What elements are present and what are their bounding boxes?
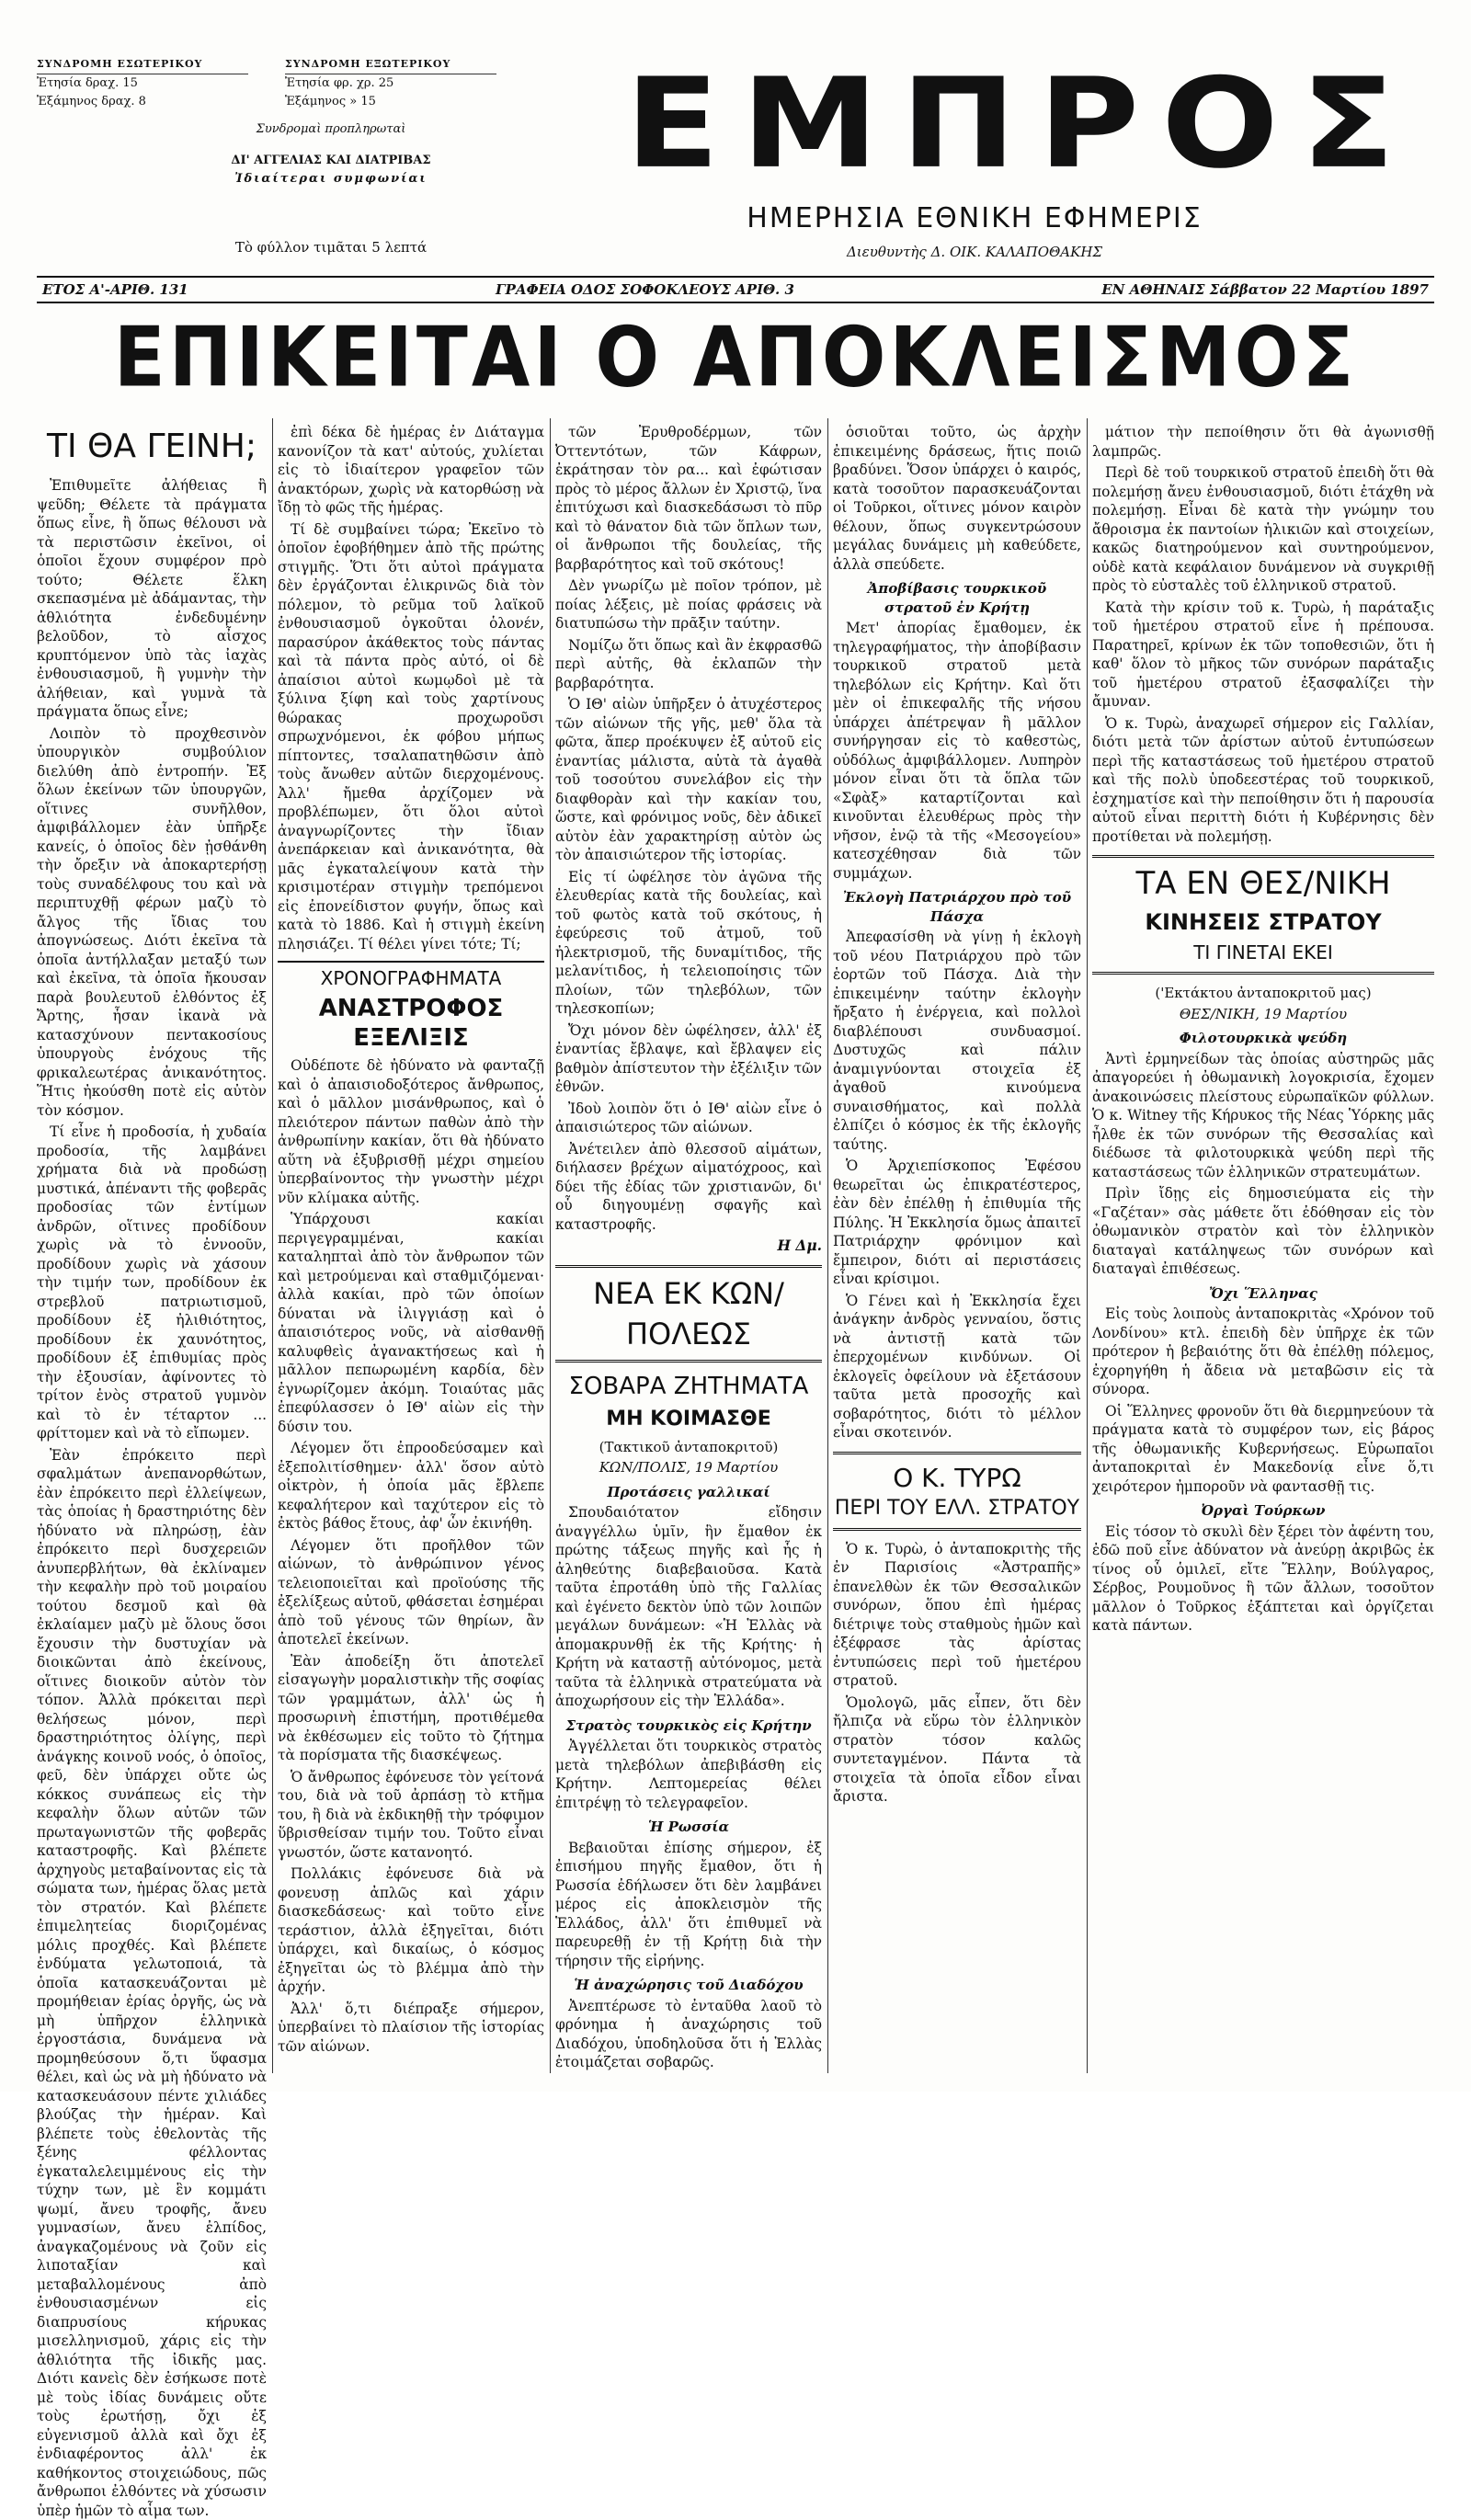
paragraph: Οὐδέποτε δὲ ἠδύνατο νὰ φανταζῇ καὶ ὁ ἀπαισιοδοξότερος ἄνθρωπος, καὶ ὁ μᾶλλον μισάνθρωπος, καὶ ὁ πλειότερον πάντων παθὼν ἀπὸ τὴν ἀνθρωπίνην κακίαν, ὅτι θὰ ἠδύνατο αὕτη νὰ ἐξυβρισθῇ μέχρι σημείου ὑπερβαίνοντος τὴν γνωστὴν μέχρι νῦν κλίμακα αὐτῆς. <box>278 1056 544 1207</box>
prepaid-note: Συνδρομαὶ προπληρωταὶ <box>37 120 625 139</box>
director-line: Διευθυντὴς Δ. ΟΙΚ. ΚΑΛΑΠΟΘΑΚΗΣ <box>644 244 1306 260</box>
agreements-note: Ἰδιαίτεραι συμφωνίαι <box>37 170 625 188</box>
article-subtitle-sovara-zitimata: ΣΟΒΑΡΑ ΖΗΤΗΜΑΤΑ <box>555 1372 822 1401</box>
paragraph: Ὁ κ. Τυρὼ, ἀναχωρεῖ σήμερον εἰς Γαλλίαν, διότι μετὰ τῶν ἀρίστων αὐτοῦ ἐντυπώσεων περὶ τῆς καταστάσεως τοῦ ἡμετέρου στρατοῦ καὶ τῆς πολὺ ὑποδεεστέρας τοῦ τουρκικοῦ, ἐσχηματίσε καὶ τὴν πεποίθησιν ὅτι ἡ παρουσία αὐτοῦ εἶναι περιττὴ διότι ἡ Κυβέρνησις δὲν προτίθεται νὰ πολεμήσῃ. <box>1092 714 1434 847</box>
subscription-domestic-semiannual: Ἑξάμηνος δραχ. 8 <box>37 93 248 111</box>
column-rule <box>550 418 551 2073</box>
paragraph: Δὲν γνωρίζω μὲ ποῖον τρόπον, μὲ ποίας λέξεις, μὲ ποίας φράσεις νὰ διατυπώσω τὴν πρᾶξιν ταύτην. <box>555 576 822 633</box>
article-title-nea-ek-konpoleos: ΝΕΑ ΕΚ ΚΩΝ/ΠΟΛΕΩΣ <box>555 1273 822 1354</box>
paragraph: Ἀλλ' ὅ,τι διέπραξε σήμερον, ὑπερβαίνει τὸ πλαίσιον τῆς ἱστορίας τῶν αἰώνων. <box>278 2000 544 2057</box>
subheading: Προτάσεις γαλλικαί <box>555 1483 822 1502</box>
column-1 <box>37 423 267 2069</box>
article-title-ti-tha-geini: ΤΙ ΘΑ ΓΕΙΝΗ; <box>37 427 267 467</box>
newspaper-tagline: ΗΜΕΡΗΣΙΑ ΕΘΝΙΚΗ ΕΦΗΜΕΡΙΣ <box>625 202 1324 234</box>
paragraph: Ὑπάρχουσι κακίαι περιγεγραμμέναι, κακίαι καταληπταὶ ἀπὸ τὸν ἄνθρωπον τῶν καὶ μετρούμεναι καὶ σταθμιζόμεναι· ἀλλὰ κακίαι, πρὸ τῶν ὁποίων δύναται νὰ ἰλιγγιάσῃ καὶ ὁ ἀπαισιότερος νοῦς, νὰ αἰσθανθῇ καλυφθεὶς ἀγανακτήσεως καὶ ἡ μᾶλλον πεπωρωμένη καρδία, δὲν ἐγνωρίζομεν ἀκόμη. Τοιαύτας μᾶς ἐπεφύλασσεν ὁ ΙΘ' αἰὼν εἰς τὴν δύσιν του. <box>278 1210 544 1436</box>
correspondent-note: (Τακτικοῦ ἀνταποκριτοῦ) <box>555 1438 822 1457</box>
subheading: Φιλοτουρκικὰ ψεύδη <box>1092 1029 1434 1048</box>
issue-date: ΕΝ ΑΘΗΝΑΙΣ Σάββατον 22 Μαρτίου 1897 <box>1101 281 1429 298</box>
subheading: Ὄχι Ἕλληνας <box>1092 1284 1434 1304</box>
column-rule <box>1087 418 1088 2073</box>
paragraph: Ὁ ἄνθρωπος ἐφόνευσε τὸν γείτονά του, διὰ νὰ τοῦ ἀρπάσῃ τὸ κτῆμα του, ἢ διὰ νὰ ἐκδικηθῇ τὴν τρόφιμον ὕβρισθείσαν τιμήν του. Τοῦτο εἶναι γνωστόν, ὥστε κατανοητό. <box>278 1768 544 1863</box>
paragraph: Ὄχι μόνον δὲν ὠφέλησεν, ἀλλ' ἐξ ἐναντίας ἔβλαψε, καὶ ἔβλαψεν εἰς βαθμὸν ἀπίστευτον τὴν ἐξέλιξιν τῶν ἐθνῶν. <box>555 1021 822 1097</box>
subscription-foreign-title: ΣΥΝΔΡΟΜΗ ΕΞΩΤΕΡΙΚΟΥ <box>285 55 496 74</box>
paragraph: Ἀπεφασίσθη νὰ γίνῃ ἡ ἐκλογὴ τοῦ νέου Πατριάρχου πρὸ τῶν ἑορτῶν τοῦ Πάσχα. Διὰ τὴν ἐπικειμένην ταύτην ἐκλογὴν ἤρξατο ἡ ἐνέργεια, καὶ πολλοὶ διαβλέπουσι συνδυασμοί. Δυστυχῶς καὶ πάλιν ἀναμιγνύονται στοιχεῖα ἐξ ἀγαθοῦ κινούμενα συναισθήματος, καὶ πολλὰ ἐλπίζει ὁ κόσμος ἐκ τῆς ἐκλογῆς ταύτης. <box>833 928 1081 1154</box>
column-5 <box>1092 423 1434 2069</box>
subscription-domestic <box>37 55 248 111</box>
subscription-foreign-annual: Ἐτησία φρ. χρ. 25 <box>285 74 496 93</box>
masthead <box>37 55 1434 276</box>
section-title-chronographimata: ΧΡΟΝΟΓΡΑΦΗΜΑΤΑ <box>278 966 544 990</box>
paragraph: Τί εἶνε ἡ προδοσία, ἡ χυδαία προδοσία, τῆς λαμβάνει χρήματα διὰ νὰ προδώσῃ μυστικά, ἀπέναντι τῆς φοβερᾶς προδοσίας τῶν ἐντίμων ἀνδρῶν, οἵτινες προδίδουν χωρὶς νὰ τὸ ἐννοοῦν, προδίδουν χωρὶς νὰ χάσουν τὴν τιμήν των, προδίδουν ἐκ στρεβλοῦ πατριωτισμοῦ, προδίδουν ἐξ ἠλιθιότητος, προδίδουν ἐκ χαυνότητος, προδίδουν ἐξ ἐπιθυμίας πρὸς τὴν ἐξουσίαν, ἀφίνοντες τὸ τρίτον ἑνὸς στρατοῦ γυμνὸν καὶ τὸ ἐν τέταρτον ... φρίττομεν καὶ νὰ τὸ εἴπωμεν. <box>37 1123 267 1443</box>
paragraph: Ἀνεπτέρωσε τὸ ἐνταῦθα λαοῦ τὸ φρόνημα ἡ ἀναχώρησις τοῦ Διαδόχου, ὑποδηλοῦσα ὅτι ἡ Ἑλλὰς ἐτοιμάζεται σοβαρῶς. <box>555 1997 822 2072</box>
subscription-domestic-annual: Ἐτησία δραχ. 15 <box>37 74 248 93</box>
article-title-o-k-tyro: Ο Κ. ΤΥΡΩ <box>833 1464 1081 1493</box>
paragraph: Λέγομεν ὅτι προῆλθον τῶν αἰώνων, τὸ ἀνθρώπινον γένος τελειοποιεῖται καὶ προϊούσης τῆς ἐξελίξεως αὐτοῦ, φθάσεται ἐσημέραι ἀπὸ τοῦ γένους τῶν θηρίων, ἂν ἀποτελεῖ ἐκείνων. <box>278 1536 544 1649</box>
column-2 <box>278 423 544 2069</box>
column-4 <box>833 423 1081 2069</box>
paragraph: Βεβαιοῦται ἐπίσης σήμερον, ἐξ ἐπισήμου πηγῆς ἔμαθον, ὅτι ἡ Ρωσσία ἐδήλωσεν ὅτι δὲν λαμβάνει μέρος εἰς ἀποκλεισμὸν τῆς Ἑλλάδος, ἀλλ' ὅτι ἐπιθυμεῖ νὰ παρευρεθῇ ἐν τῇ Κρήτῃ διὰ τὴν τήρησιν τῆς εἰρήνης. <box>555 1839 822 1971</box>
paragraph: Πρὶν ἴδῃς εἰς δημοσιεύματα εἰς τὴν «Γαζέταν» σὰς μάθετε ὅτι ἐδόθησαν εἰς τὸν ὀθωμανικὸν στρατὸν καὶ τὸν ἑλληνικὸν διαταγαὶ κατάληψεως τῶν συνόρων καὶ διαταγαὶ ἐπιθέσεως. <box>1092 1184 1434 1279</box>
paragraph: Ἀντὶ ἐρμηνείδων τὰς ὁποίας αὐστηρῶς μᾶς ἀπαγορεύει ἡ ὀθωμανικὴ λογοκρισία, ἔχομεν ἀνακοινώσεις πλείστους εὐρωπαϊκῶν φύλλων. Ὁ κ. Witney τῆς Κήρυκος τῆς Νέας Ὑόρκης μᾶς ἦλθε ἐκ τῶν συνόρων τῆς Θεσσαλίας καὶ διέδωσε τὰ φιλοτουρκικὰ ψεύδη περὶ τῆς καταστάσεως τῶν ἑλληνικῶν στρατευμάτων. <box>1092 1050 1434 1182</box>
paragraph: ὁσιοῦται τοῦτο, ὡς ἀρχὴν ἐπικειμένης δράσεως, ἥτις ποιῶ βραδύνει. Ὅσον ὑπάρχει ὁ καιρός, κατὰ τοσοῦτον παρασκευάζονται οἱ Τοῦρκοι, οἵτινες μόνον καιρὸν θέλουν, ὅπως συγκεντρώσουν μεγάλας δυνάμεις μὴ καθεύδετε, ἀλλὰ σπεύδετε. <box>833 423 1081 574</box>
article-subtitle-kiniseis-stratou: ΚΙΝΗΣΕΙΣ ΣΤΡΑΤΟΥ <box>1092 907 1434 937</box>
subheading: Ἡ Ρωσσία <box>555 1818 822 1837</box>
paragraph: Κατὰ τὴν κρίσιν τοῦ κ. Τυρὼ, ἡ παράταξις τοῦ ἡμετέρου στρατοῦ εἶνε ἡ πρέπουσα. Παρατηρεῖ, κρίνων ἐκ τῶν τοποθεσιῶν, ὅτι ἡ καθ' ὅλον τὸ μῆκος τῶν συνόρων παράταξις τοῦ ἡμετέρου στρατοῦ ἐξασφαλίζει τὴν ἄμυναν. <box>1092 599 1434 712</box>
column-3 <box>555 423 822 2069</box>
paragraph: Ἐὰν ἐπρόκειτο περὶ σφαλμάτων ἀνεπανορθώτων, ἐὰν ἐπρόκειτο περὶ ἐλλείψεων, τὰς ὁποίας ἡ δραστηριότης δὲν ἠδύνατο νὰ πληρώσῃ, ἐὰν ἐπρόκειτο περὶ δυσχερειῶν ἀνυπερβλήτων, θὰ ἐκλίναμεν τὴν κεφαλὴν πρὸ τοῦ μοιραίου τούτου δεσμοῦ καὶ θὰ ἐκλαίαμεν μαζὺ μὲ ὅλους ὅσοι ἔχουσιν τὴν δυστυχίαν νὰ διοικῶνται ἀπὸ ἐκείνους, οἵτινες διοικοῦν αὐτὸν τὸν τόπον. Ἀλλὰ πρόκειται περὶ θελήσεως μόνον, περὶ δραστηριότητος ὀλίγης, περὶ ἀνάγκης κοινοῦ νοός, ὁ ὁποῖος, φεῦ, δὲν ὑπάρχει οὔτε ὡς κόκκος συνάπεως εἰς τὴν κεφαλὴν ὅλων αὐτῶν τῶν πρωταγωνιστῶν τῆς φοβερᾶς καταστροφῆς. Καὶ βλέπετε ἀρχηγοὺς μεταβαίνοντας εἰς τὰ σώματα των, ἡμέρας ὅλας μετὰ τὸν στρατόν. Καὶ βλέπετε ἐπιμελητείας διοριζομένας μόλις προχθές. Καὶ βλέπετε ἐνδύματα γελωτοποιά, τὰ ὁποῖα κατασκευάζονται μὲ προμήθειαν ἐρίας ὀργῆς, ὡς νὰ μὴ ὑπῆρχον ἑλληνικὰ ἐργοστάσια, δυνάμενα νὰ προμηθεύσουν ὅ,τι ὕφασμα θέλει, καὶ ὡς νὰ μὴ ἠδύνατο νὰ κατασκευάσουν πέντε χιλιάδες βλούζας τὴν ἡμέραν. Καὶ βλέπετε τοὺς ἐθελοντὰς τῆς ξένης φέλλοντας ἐγκαταλελειμμένους εἰς τὴν τύχην των, μὲ ἓν κομμάτι ψωμί, ἄνευ τροφῆς, ἄνευ γυμνασίων, ἄνευ ἐλπίδος, ἀναγκαζομένους νὰ ζοῦν εἰς λιποταξίαν καὶ μεταβαλλομένους ἀπὸ ἐνθουσιασμένων εἰς διαπρυσίους κήρυκας μισελληνισμοῦ, χάρις εἰς τὴν ἀθλιότητα τῆς ἰδικῆς μας. Διότι κανεὶς δὲν ἐσήκωσε ποτὲ μὲ τοὺς ἰδίας δυνάμεις οὔτε τοὺς ἐρωτήσῃ, ὄχι ἐξ εὐγενισμοῦ ἀλλὰ καὶ ὄχι ἐξ ἐνδιαφέροντος ἀλλ' ἐκ καθήκοντος στοιχειώδους, πῶς ἄνθρωποι ἐλθόντες νὰ χύσωσιν ὑπὲρ ἡμῶν τὸ αἷμα των. <box>37 1446 267 2520</box>
dateline-bar <box>37 276 1434 303</box>
paragraph: μάτιον τὴν πεποίθησιν ὅτι θὰ ἀγωνισθῇ λαμπρῶς. <box>1092 423 1434 461</box>
konpoleos-news-box <box>555 1265 822 1363</box>
correspondent-note: ('Εκτάκτου ἀνταποκριτοῦ μας) <box>1092 984 1434 1003</box>
paragraph: Ὁ Ἀρχιεπίσκοπος Ἐφέσου θεωρεῖται ὡς ἐπικρατέστερος, ἐὰν δὲν ἐπέλθῃ ἡ ἐπιθυμία τῆς Πύλης. Ἡ Ἐκκλησία ὅμως ἀπαιτεῖ Πατριάρχην φρόνιμον καὶ ἔμπειρον, διότι αἱ περιστάσεις εἶναι κρίσιμοι. <box>833 1157 1081 1289</box>
column-rule <box>272 418 273 2073</box>
paragraph: Ἐπιθυμεῖτε ἀλήθειας ἢ ψεῦδη; Θέλετε τὰ πράγματα ὅπως εἶνε, ἢ ὅπως θέλουσι νὰ τὰ περιστῶσιν ἐκεῖνοι, οἱ ὁποῖοι ἔχουν συμφέρον πρὸ τούτο; Θέλετε ἕλκη σκεπασμένα μὲ ἀδάμαντας, τὴν ἀθλιότητα ἐνδεδυμένην βελοῦδον, τὸ αἶσχος κρυπτόμενον ὑπὸ τὰς ἰαχὰς ἐνθουσιασμοῦ, ἢ γυμνὴν τὴν ἀλήθειαν, καὶ γυμνὰ τὰ πράγματα ὅπως εἶνε; <box>37 476 267 722</box>
paragraph: Εἰς τοὺς λοιποὺς ἀνταποκριτὰς «Χρόνον τοῦ Λονδίνου» κτλ. ἐπειδὴ δὲν ὑπῆρχε ἐκ τῶν πρότερον ἡ βεβαιότης ὅτι θὰ ἐπέλθῃ πόλεμος, ἐχορηγήθη ἡ ἄδεια νὰ μεταβῶσιν εἰς τὰ σύνορα. <box>1092 1305 1434 1399</box>
paragraph: Περὶ δὲ τοῦ τουρκικοῦ στρατοῦ ἐπειδὴ ὅτι θὰ πολεμήσῃ ἄνευ ἐνθουσιασμοῦ, διότι ἐτάχθη νὰ πολεμήσῃ. Εἶναι δὲ κατὰ τὴν γνώμην του ἄθροισμα ἐκ παντοίων ἡλικιῶν καὶ στοιχείων, κακῶς διατηρούμενον καὶ συντηρούμενον, οὐδὲ κατὰ κεφάλαιον δυνάμενον νὰ συγκριθῇ πρὸς τὸ εὐσταλὲς τοῦ ἑλληνικοῦ στρατοῦ. <box>1092 463 1434 596</box>
paragraph: τῶν Ἐρυθροδέρμων, τῶν Ὀττεντότων, τῶν Κάφρων, ἐκράτησαν τὸν ρα... καὶ ἐφώτισαν πρὸς τὸ μέρος ἄλλων ἐν Χριστῷ, ἵνα ἐπιτύχωσι καὶ διασκεδάσωσι τὸ πῦρ καὶ τὸ θάνατον διὰ τῶν ὅπλων των, οἱ ἄνθρωποι τῆς δουλείας, τῆς βαρβαρότητος καὶ τοῦ σκότους! <box>555 423 822 574</box>
paragraph: Μετ' ἀπορίας ἔμαθομεν, ἐκ τηλεγραφήματος, τὴν ἀποβίβασιν τουρκικοῦ στρατοῦ μετὰ τηλεβόλων εἰς Κρήτην. Καὶ ὅτι μὲν οἱ ἐπικεφαλῆς τῆς νήσου ὑπάρχει ἀπέτρεψαν ἢ μᾶλλον συνήργησαν εἰς τὸ καθεστὼς, οὐδόλως ἀμφιβάλλομεν. Λυπηρὸν μόνον εἶναι ὅτι τὰ ὅπλα τῶν «Σφὰξ» καταρτίζονται καὶ κινοῦνται ἐλευθέρως πρὸς τὴν νῆσον, ἐνῷ τὰ τῆς «Μεσογείου» κατεσχέθησαν διὰ τῶν συμμάχων. <box>833 619 1081 883</box>
paragraph: Ὁ Γένει καὶ ἡ Ἐκκλησία ἔχει ἀνάγκην ἀνδρὸς γενναίου, ὅστις νὰ ἀντιστῇ κατὰ τῶν ἐπερχομένων κινδύνων. Οἱ ἐκλογεῖς ὀφείλουν νὰ ἐξετάσουν ταῦτα μετὰ προσοχῆς καὶ σοβαρότητος, διότι τὸ μέλλον εἶναι σκοτεινόν. <box>833 1292 1081 1442</box>
tyro-box <box>833 1452 1081 1531</box>
paragraph: Λέγομεν ὅτι ἐπροοδεύσαμεν καὶ ἐξεπολιτίσθημεν· ἀλλ' ὅσον αὐτὸ οἰκτρὸν, ἡ ὁποία μᾶς ἔβλεπε κεφαλήτερον καὶ ταχύτερον εἰς τὸ ἐκτὸς βάθος ἔτους, ἀφ' ὧν ἐκινήθη. <box>278 1439 544 1534</box>
subscription-info <box>37 55 625 188</box>
subscription-foreign-semiannual: Ἑξάμηνος » 15 <box>285 93 496 111</box>
dateline-konpolis: ΚΩΝ/ΠΟΛΙΣ, 19 Μαρτίου <box>555 1458 822 1477</box>
paragraph: Τί δὲ συμβαίνει τώρα; Ἐκεῖνο τὸ ὁποῖον ἐφοβήθημεν ἀπὸ τῆς πρώτης στιγμῆς. Ὅτι ὅτι αὐτοὶ πράγματα δὲν ἐργάζονται ἐλικρινῶς διὰ τὸν πόλεμον, τὸ ρεῦμα τοῦ λαϊκοῦ ἐνθουσιασμοῦ ὀγκοῦται ὁλονέν, παρασύρον ἀκάθεκτος τοὺς πάντας καὶ τὰ πάντα πρὸς αὐτό, οἱ δὲ ἀπαίσιοι αὐτοὶ κωμῳδοὶ μὲ τὰ ξύλινα ξίφη καὶ τοὺς χαρτίνους θώρακας προχωροῦσι σπρωχνόμενοι, ἐκ φόβου μήπως πίπτοντες, τσαλαπατηθῶσιν ἀπὸ τοὺς ἄνωθεν αὐτῶν διερχομένους. Ἀλλ' ἤμεθα ἀρχίζομεν νὰ προβλέπωμεν, ὅτι ὅλοι αὐτοὶ ἀναγνωρίζοντες τὴν ἴδιαν ἀνεπάρκειαν καὶ ἀνικανότητα, θὰ μᾶς ἐγκαταλείψουν κατὰ τὴν κρισιμοτέραν στιγμὴν τρεπόμενοι εἰς ἐπονείδιστον φυγήν, ὅπως καὶ κατὰ τὸ 1886. Καὶ ἡ στιγμὴ ἐκείνη πλησιάζει. Τί θέλει γίνει τότε; Τί; <box>278 520 544 954</box>
article-title-ta-en-thessaloniki: ΤΑ ΕΝ ΘΕΣ/ΝΙΚΗ <box>1092 863 1434 904</box>
paragraph: Ἀνέτειλεν ἀπὸ θλεσσοῦ αἱμάτων, διήλασεν βρέχων αἱματόχροος, καὶ δύει τῆς ἐδίας τῶν χριστιανῶν, δι' οὗ διηγουμένῃ σφαγῆς καὶ καταστροφῆς. <box>555 1140 822 1235</box>
paragraph: Εἰς τί ὠφέλησε τὸν ἀγῶνα τῆς ἐλευθερίας κατὰ τῆς δουλείας, καὶ τοῦ φωτὸς κατὰ τοῦ σκότους, ἡ ἐφεύρεσις τοῦ ἀτμοῦ, τοῦ ἠλεκτρισμοῦ, τῆς δυναμίτιδος, τῆς μελανίτιδος, ἡ τελειοποίησις τῶν πλοίων, τῶν τηλεβόλων, τῶν τηλεσκοπίων; <box>555 868 822 1019</box>
issue-number: ΕΤΟΣ Α'-ΑΡΙΘ. 131 <box>42 281 188 298</box>
paragraph: Εἰς τόσον τὸ σκυλὶ δὲν ξέρει τὸν ἀφέντη του, ἐδῶ ποῦ εἶνε ἀδύνατον νὰ ἀνεύρῃ ἀκριβῶς ἐκ τίνος οὗ ὁμιλεῖ, εἴτε Ἕλλην, Βούλγαρος, Σέρβος, Ρουμοῦνος ἢ τῶν ἄλλων, τοσοῦτον μᾶλλον ὁ Τοῦρκος ἐξάπτεται καὶ ὀργίζεται κατὰ πάντων. <box>1092 1522 1434 1636</box>
subscription-foreign <box>285 55 496 111</box>
subheading: Ἐκλογὴ Πατριάρχου πρὸ τοῦ Πάσχα <box>833 888 1081 926</box>
price-note: Τὸ φύλλον τιμᾶται 5 λεπτά <box>37 239 625 256</box>
article-subtitle-ti-ginetai-ekei: ΤΙ ΓΙΝΕΤΑΙ ΕΚΕΙ <box>1092 941 1434 964</box>
article-subtitle-mi-koimasthe: ΜΗ ΚΟΙΜΑΣΘΕ <box>555 1405 822 1434</box>
thessaloniki-box <box>1092 855 1434 975</box>
paragraph: Ἐὰν ἀποδείξη ὅτι ἀποτελεῖ εἰσαγωγὴν μοραλιστικὴν τῆς σοφίας τῶν γραμμάτων, ἀλλ' ὡς ἡ προσωρινὴ ἐπιστήμη, προτιθέμεθα νὰ ἐκθέσωμεν εἰς τοῦτο τὸ ζήτημα τὰ πορίσματα τῆς διασκέψεως. <box>278 1652 544 1765</box>
column-rule <box>827 418 828 2073</box>
subscription-domestic-title: ΣΥΝΔΡΟΜΗ ΕΣΩΤΕΡΙΚΟΥ <box>37 55 248 74</box>
newspaper-title: ΕΜΠΡΟΣ <box>625 63 1306 187</box>
office-address: ΓΡΑΦΕΙΑ ΟΔΟΣ ΣΟΦΟΚΛΕΟΥΣ ΑΡΙΘ. 3 <box>496 281 794 298</box>
paragraph: ἐπὶ δέκα δὲ ἡμέρας ἐν Διάταγμα κανονίζον τὰ κατ' αὐτούς, χυλίεται εἰς τὸ ἰδιαίτερον γραφεῖον τῶν ἀνακτόρων, χωρὶς νὰ κατορθώσῃ νὰ ἴδῃ τὸ φῶς τῆς ἡμέρας. <box>278 423 544 518</box>
subheading: Στρατὸς τουρκικὸς εἰς Κρήτην <box>555 1716 822 1736</box>
subheading: Ἡ ἀναχώρησις τοῦ Διαδόχου <box>555 1976 822 1995</box>
paragraph: Ἰδοὺ λοιπὸν ὅτι ὁ ΙΘ' αἰὼν εἶνε ὁ ἀπαισιώτερος τῶν αἰώνων. <box>555 1100 822 1137</box>
paragraph: Ὁ κ. Τυρὼ, ὁ ἀνταποκριτὴς τῆς ἐν Παρισίοις «Ἀστραπῆς» ἐπανελθὼν ἐκ τῶν Θεσσαλικῶν συνόρων, ὅπου ἐπὶ ἡμέρας διέτριψε τοὺς σταθμοὺς ἡμῶν καὶ ἐξέφρασε τὰς ἀρίστας ἐντυπώσεις περὶ τοῦ ἡμετέρου στρατοῦ. <box>833 1540 1081 1691</box>
article-title-anastrofos-exelixis: ΑΝΑΣΤΡΟΦΟΣ ΕΞΕΛΙΞΙΣ <box>278 994 544 1053</box>
ads-note: ΔΙ' ΑΓΓΕΛΙΑΣ ΚΑΙ ΔΙΑΤΡΙΒΑΣ <box>37 152 625 170</box>
subheading: Ὀργαὶ Τούρκων <box>1092 1501 1434 1521</box>
subheading: Ἀποβίβασις τουρκικοῦ στρατοῦ ἐν Κρήτῃ <box>833 579 1081 617</box>
paragraph: Λοιπὸν τὸ προχθεσινὸν ὑπουργικὸν συμβούλιον διελύθη ἀπὸ ἐντροπήν. Ἐξ ὅλων ἐκείνων τῶν ὑπουργῶν, οἵτινες συνῆλθον, ἀμφιβάλλομεν ἐὰν ὑπῆρξε κανείς, ὁ ὁποῖος δὲν ᾐσθάνθη τὴν ὄρεξιν νὰ ἀποκαρτερήσῃ τοὺς συναδέλφους του καὶ νὰ περιπτυχθῇ φέρων μαζὺ τὸ ἄλγος τῆς ἴδιας του ἀπογνώσεως. Διότι ἐκεῖνα τὰ ὁποῖα ἀντήλλαξαν μεταξύ των καὶ ἐκεῖνα, τὰ ὁποῖα ἤκουσαν παρὰ βουλευτοῦ ἐλθόντος ἐξ Ἄρτης, ἦσαν ἱκανὰ νὰ κατασχύνουν πεντακοσίους ὑπουργοὺς ἐνόχους τῆς φρικαλεωτέρας ἀνικανότητος. Ἥτις ἠκούσθη ποτὲ εἰς αὐτὸν τὸν κόσμον. <box>37 724 267 1121</box>
dateline-thessaloniki: ΘΕΣ/ΝΙΚΗ, 19 Μαρτίου <box>1092 1005 1434 1024</box>
article-signature: Η Δμ. <box>555 1237 822 1256</box>
paragraph: Σπουδαιότατον εἴδησιν ἀναγγέλλω ὑμῖν, ἣν ἔμαθον ἐκ πρώτης τάξεως πηγῆς καὶ ἧς ἡ ἀληθεύτης διαβεβαιοῦσα. Κατὰ ταῦτα ἐπροτάθη ὑπὸ τῆς Γαλλίας καὶ ἐγένετο δεκτὸν ὑπὸ τῶν λοιπῶν μεγάλων δυνάμεων: «Ἡ Ἑλλὰς νὰ ἀπομακρυνθῇ ἐκ τῆς Κρήτης· ἡ Κρήτη νὰ καταστῇ αὐτόνομος, μετὰ ταῦτα τὰ ἑλληνικὰ στρατεύματα νὰ ἀποχωρήσουν εἰς τὴν Ἑλλάδα». <box>555 1503 822 1711</box>
paragraph: Ἀγγέλλεται ὅτι τουρκικὸς στρατὸς μετὰ τηλεβόλων ἀπεβιβάσθη εἰς Κρήτην. Λεπτομερείας θέλει ἐπιτρέψῃ τὸ τελεγραφεῖον. <box>555 1737 822 1812</box>
main-headline: ΕΠΙΚΕΙΤΑΙ Ο ΑΠΟΚΛΕΙΣΜΟΣ <box>37 308 1434 409</box>
paragraph: Νομίζω ὅτι ὅπως καὶ ἂν ἐκφρασθῶ περὶ αὐτῆς, θὰ ἐκλαπῶν τὴν βαρβαρότητα. <box>555 636 822 693</box>
paragraph: Ὁμολογῶ, μᾶς εἶπεν, ὅτι δὲν ἤλπιζα νὰ εὕρω τὸν ἑλληνικὸν στρατὸν τόσον καλῶς συντεταγμένον. Πάντα τὰ στοιχεῖα τὰ ὁποῖα εἶδον εἶναι ἄριστα. <box>833 1693 1081 1807</box>
article-subtitle-peri-ell-stratou: ΠΕΡΙ ΤΟΥ ΕΛΛ. ΣΤΡΑΤΟΥ <box>833 1497 1081 1521</box>
paragraph: Ὁ ΙΘ' αἰὼν ὑπῆρξεν ὁ ἀτυχέστερος τῶν αἰώνων τῆς γῆς, μεθ' ὅλα τὰ φῶτα, ἅπερ προέκυψεν ἐξ αὐτοῦ εἰς ἐναντίας μάλιστα, αὐτὰ τὰ ἀγαθὰ τοῦ τοσούτου συνελάβον εἰς τὴν διαφθορὰν καὶ τὴν κακίαν του, ὥστε, καὶ φρόνιμος νοῦς, δὲν ἀδικεῖ αὐτὸν ἐὰν χαρακτηρίσῃ αὐτὸν ὡς τὸν ἀπαισιώτερον τῆς ἱστορίας. <box>555 695 822 865</box>
paragraph: Πολλάκις ἐφόνευσε διὰ νὰ φονευσῃ ἀπλῶς καὶ χάριν διασκεδάσεως· καὶ τοῦτο εἶνε τεράστιον, ἀλλὰ ἐξηγεῖται, διότι ὑπάρχει, καὶ δικαίως, ὁ κόσμος ἐξηγεῖται ὡς τὸ βλέμμα ἀπὸ τὴν ἀρχήν. <box>278 1864 544 1997</box>
paragraph: Οἱ Ἕλληνες φρονοῦν ὅτι θὰ διερμηνεύουν τὰ πράγματα κατὰ τὸ συμφέρον των, εἰς βάρος τῆς ὀθωμανικῆς Κυβερνήσεως. Εὐρωπαῖοι ἀνταποκριταὶ ἐν Μακεδονίᾳ εἶνε ὅ,τι χειρότερον ἠμποροῦν νὰ φαντασθῇ τις. <box>1092 1402 1434 1497</box>
